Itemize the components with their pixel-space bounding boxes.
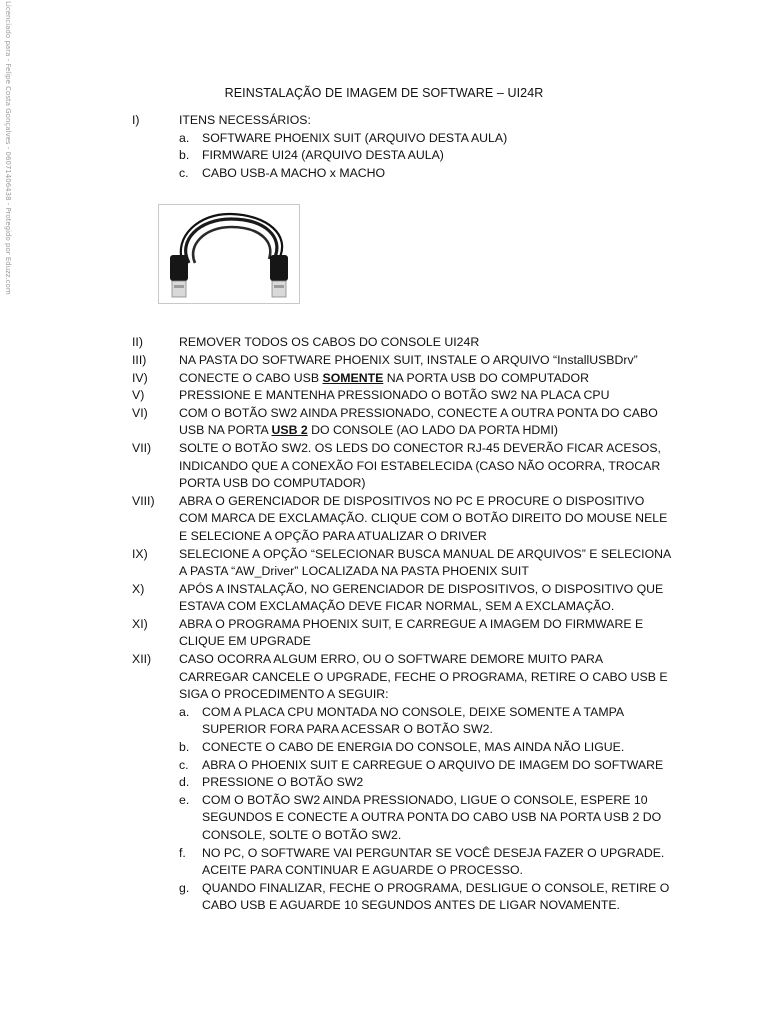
step-text: CASO OCORRA ALGUM ERRO, OU O SOFTWARE DEMORE MUITO PARA CARREGAR CANCELE O UPGRADE, FECHE O PROGRAMA, RETIRE O CABO USB E SIGA O PROCEDIMENTO A SEGUIR: (179, 652, 668, 702)
step-number: X) (132, 581, 145, 596)
substep-text: COM A PLACA CPU MONTADA NO CONSOLE, DEIXE SOMENTE A TAMPA SUPERIOR FORA PARA ACESSAR O BOTÃO SW2. (202, 704, 624, 737)
emphasis-usb-2: USB 2 (271, 423, 308, 438)
required-item (179, 130, 672, 148)
substep-letter: b. (179, 740, 190, 755)
step-9 (132, 546, 672, 581)
step-text-post: NA PORTA USB DO COMPUTADOR (383, 370, 589, 385)
substep-c (179, 757, 672, 775)
step-12 (132, 651, 672, 704)
step-number: VIII) (132, 493, 155, 508)
step-number: IX) (132, 546, 148, 561)
substep-text: PRESSIONE O BOTÃO SW2 (202, 775, 364, 790)
item-text: CABO USB-A MACHO x MACHO (202, 165, 386, 180)
step-number: VI) (132, 405, 148, 420)
substep-f (179, 845, 672, 880)
step-text: NA PASTA DO SOFTWARE PHOENIX SUIT, INSTALE O ARQUIVO “InstallUSBDrv” (179, 352, 638, 367)
step-number: II) (132, 335, 143, 350)
step-text: ABRA O GERENCIADOR DE DISPOSITIVOS NO PC E PROCURE O DISPOSITIVO COM MARCA DE EXCLAMAÇÃO. CLIQUE COM O BOTÃO DIREITO DO MOUSE NELE E SELECIONE A OPÇÃO PARA ATUALIZAR O DRIVER (179, 493, 668, 543)
substep-b (179, 739, 672, 757)
substep-text: CONECTE O CABO DE ENERGIA DO CONSOLE, MAS AINDA NÃO LIGUE. (202, 740, 625, 755)
photo-area (132, 182, 672, 334)
substep-d (179, 774, 672, 792)
substep-letter: f. (179, 845, 186, 860)
step-text: ABRA O PROGRAMA PHOENIX SUIT, E CARREGUE A IMAGEM DO FIRMWARE E CLIQUE EM UPGRADE (179, 616, 644, 649)
substep-e (179, 792, 672, 845)
step-number: VII) (132, 440, 152, 455)
document-title: REINSTALAÇÃO DE IMAGEM DE SOFTWARE – UI24R (224, 86, 544, 100)
step-text: REMOVER TODOS OS CABOS DO CONSOLE UI24R (179, 335, 480, 350)
step-text: PRESSIONE E MANTENHA PRESSIONADO O BOTÃO SW2 NA PLACA CPU (179, 388, 610, 403)
substep-text: NO PC, O SOFTWARE VAI PERGUNTAR SE VOCÊ DESEJA FAZER O UPGRADE. ACEITE PARA CONTINUAR E AGUARDE O PROCESSO. (202, 845, 665, 878)
step-text (179, 405, 672, 440)
substep-g (179, 880, 672, 915)
step-text-pre: COM O BOTÃO SW2 AINDA PRESSIONADO, CONECTE A OUTRA PONTA DO CABO USB NA PORTA (179, 405, 658, 438)
usb-cable-image (159, 205, 299, 303)
document-body (132, 112, 672, 915)
substep-letter: c. (179, 757, 189, 772)
substep-letter: e. (179, 792, 190, 807)
substep-letter: g. (179, 880, 190, 895)
step-2 (132, 334, 672, 352)
item-letter: c. (179, 165, 189, 180)
item-letter: a. (179, 130, 190, 145)
substep-text: QUANDO FINALIZAR, FECHE O PROGRAMA, DESLIGUE O CONSOLE, RETIRE O CABO USB E AGUARDE 10 SEGUNDOS ANTES DE LIGAR NOVAMENTE. (202, 880, 670, 913)
step-number: XII) (132, 652, 152, 667)
step-text: SELECIONE A OPÇÃO “SELECIONAR BUSCA MANUAL DE ARQUIVOS” E SELECIONA A PASTA “AW_Driver” LOCALIZADA NA PASTA PHOENIX SUIT (179, 546, 671, 579)
step-number: IV) (132, 370, 148, 385)
step-10 (132, 581, 672, 616)
substep-letter: d. (179, 775, 190, 790)
emphasis-somente: SOMENTE (322, 370, 384, 385)
step-11 (132, 616, 672, 651)
step-text: ITENS NECESSÁRIOS: (179, 113, 311, 127)
step-number: I) (132, 113, 140, 127)
required-item (179, 147, 672, 165)
step-number: V) (132, 388, 145, 403)
step-number: XI) (132, 616, 148, 631)
item-text: SOFTWARE PHOENIX SUIT (ARQUIVO DESTA AULA) (202, 130, 508, 145)
step-text: SOLTE O BOTÃO SW2. OS LEDS DO CONECTOR RJ-45 DEVERÃO FICAR ACESOS, INDICANDO QUE A CONEXÃO FOI ESTABELECIDA (CASO NÃO OCORRA, TROCAR PORTA USB DO COMPUTADOR) (179, 440, 661, 491)
substep-letter: a. (179, 704, 190, 719)
step-text: APÓS A INSTALAÇÃO, NO GERENCIADOR DE DISPOSITIVOS, O DISPOSITIVO QUE ESTAVA COM EXCLAMAÇÃO DEVE FICAR NORMAL, SEM A EXCLAMAÇÃO. (179, 581, 664, 614)
item-text: FIRMWARE UI24 (ARQUIVO DESTA AULA) (202, 148, 444, 163)
step-3 (132, 352, 672, 370)
substep-text: COM O BOTÃO SW2 AINDA PRESSIONADO, LIGUE O CONSOLE, ESPERE 10 SEGUNDOS E CONECTE A OUTRA PONTA DO CABO USB NA PORTA USB 2 DO CONSOLE, SOLTE O BOTÃO SW2. (202, 792, 662, 842)
step-7 (132, 440, 672, 493)
substep-text: ABRA O PHOENIX SUIT E CARREGUE O ARQUIVO DE IMAGEM DO SOFTWARE (202, 757, 664, 772)
step-6 (132, 405, 672, 440)
step-text (179, 370, 672, 388)
license-watermark: Licenciado para - Felipe Costa Gonçalves - 06071406438 - Protegido por Eduzz.com (4, 1, 12, 295)
step-text-pre: CONECTE O CABO USB (179, 370, 323, 385)
step-4 (132, 370, 672, 388)
substep-a (179, 704, 672, 739)
usb-cable-photo (158, 204, 300, 304)
step-5 (132, 387, 672, 405)
step-1 (132, 112, 672, 130)
step-8 (132, 493, 672, 546)
required-item (179, 165, 672, 183)
step-text-post: DO CONSOLE (AO LADO DA PORTA HDMI) (307, 423, 559, 438)
item-letter: b. (179, 148, 190, 163)
step-number: III) (132, 352, 147, 367)
